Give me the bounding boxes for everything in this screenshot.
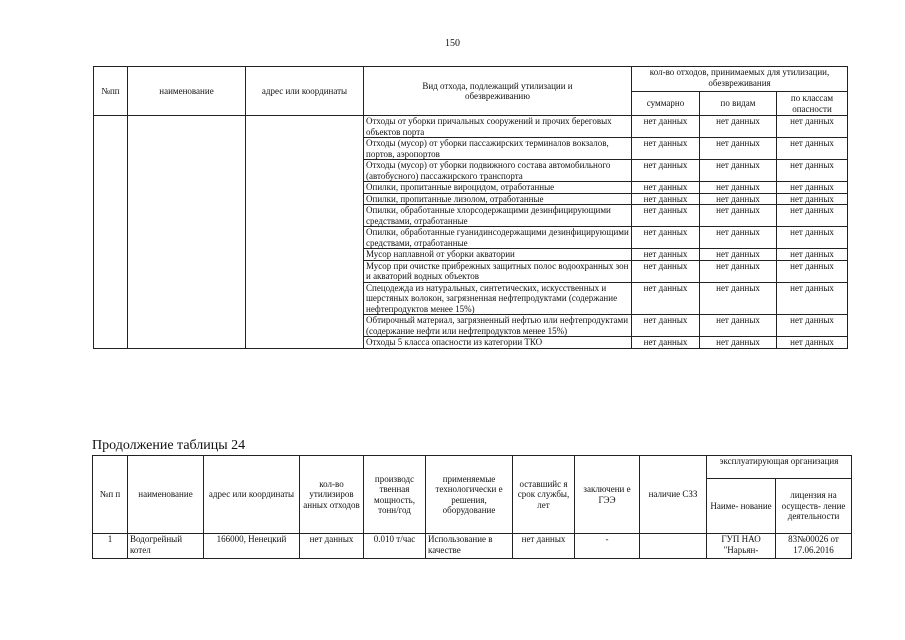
waste-table bbox=[93, 66, 848, 349]
total-cell: нет данных bbox=[632, 205, 700, 227]
table-row bbox=[94, 116, 848, 138]
by-type-cell: нет данных bbox=[700, 138, 777, 160]
header-name: наименование bbox=[128, 456, 204, 534]
service-life-cell: нет данных bbox=[513, 534, 575, 559]
waste-cell: Обтирочный материал, загрязненный нефтью или нефтепродуктами (содержание нефти или нефтепродуктов менее 15%) bbox=[364, 315, 632, 337]
header-license: лицензия на осуществ- ление деятельности bbox=[776, 479, 852, 534]
by-class-cell: нет данных bbox=[777, 249, 848, 261]
total-cell: нет данных bbox=[632, 160, 700, 182]
by-class-cell: нет данных bbox=[777, 182, 848, 194]
waste-cell: Спецодежда из натуральных, синтетических, искусственных и шерстяных волокон, загрязненная нефтепродуктами (содержание нефтепродуктов менее 15%) bbox=[364, 282, 632, 315]
technology-cell: Использование в качестве bbox=[426, 534, 513, 559]
table-row bbox=[93, 534, 852, 559]
header-org-name: Наиме- нование bbox=[707, 479, 776, 534]
by-class-cell: нет данных bbox=[777, 227, 848, 249]
header-waste-type bbox=[364, 67, 632, 116]
by-type-cell: нет данных bbox=[700, 282, 777, 315]
total-cell: нет данных bbox=[632, 249, 700, 261]
capacity-cell: 0.010 т/час bbox=[364, 534, 426, 559]
by-type-cell: нет данных bbox=[700, 116, 777, 138]
total-cell: нет данных bbox=[632, 182, 700, 194]
by-class-cell: нет данных bbox=[777, 315, 848, 337]
header-quantity-group: кол-во отходов, принимаемых для утилизации, обезвреживания bbox=[632, 67, 848, 92]
waste-cell: Мусор при очистке прибрежных защитных полос водоохранных зон и акваторий водных объектов bbox=[364, 260, 632, 282]
waste-cell: Отходы (мусор) от уборки подвижного состава автомобильного (автобусного) пассажирского транспорта bbox=[364, 160, 632, 182]
header-num: №п п bbox=[93, 456, 128, 534]
header-num: №пп bbox=[94, 67, 128, 116]
by-type-cell: нет данных bbox=[700, 337, 777, 349]
by-class-cell: нет данных bbox=[777, 116, 848, 138]
by-type-cell: нет данных bbox=[700, 160, 777, 182]
by-class-cell: нет данных bbox=[777, 160, 848, 182]
total-cell: нет данных bbox=[632, 260, 700, 282]
header-by-class: по классам опасности bbox=[777, 92, 848, 116]
header-quantity: кол-во утилизиров анных отходов bbox=[300, 456, 364, 534]
header-by-type: по видам bbox=[700, 92, 777, 116]
header-total: суммарно bbox=[632, 92, 700, 116]
by-type-cell: нет данных bbox=[700, 260, 777, 282]
facility-table bbox=[92, 455, 852, 559]
header-name: наименование bbox=[128, 67, 246, 116]
total-cell: нет данных bbox=[632, 116, 700, 138]
by-class-cell: нет данных bbox=[777, 138, 848, 160]
by-class-cell: нет данных bbox=[777, 193, 848, 205]
total-cell: нет данных bbox=[632, 227, 700, 249]
header-waste-type-text: Вид отхода, подлежащий утилизации и обезвреживанию bbox=[422, 80, 573, 101]
waste-cell: Отходы от уборки причальных сооружений и прочих береговых объектов порта bbox=[364, 116, 632, 138]
waste-cell: Отходы 5 класса опасности из категории ТКО bbox=[364, 337, 632, 349]
page-number: 150 bbox=[445, 38, 460, 49]
header-capacity: производс твенная мощность, тонн/год bbox=[364, 456, 426, 534]
name-cell: Водогрейный котел bbox=[128, 534, 204, 559]
gee-cell: - bbox=[575, 534, 640, 559]
by-class-cell: нет данных bbox=[777, 282, 848, 315]
waste-cell: Опилки, пропитанные лизолом, отработанные bbox=[364, 193, 632, 205]
by-type-cell: нет данных bbox=[700, 205, 777, 227]
waste-cell: Опилки, пропитанные вироцидом, отработанные bbox=[364, 182, 632, 194]
total-cell: нет данных bbox=[632, 138, 700, 160]
header-technology: применяемые технологически е решения, оборудование bbox=[426, 456, 513, 534]
total-cell: нет данных bbox=[632, 337, 700, 349]
total-cell: нет данных bbox=[632, 315, 700, 337]
by-class-cell: нет данных bbox=[777, 260, 848, 282]
merged-num-cell bbox=[94, 116, 128, 349]
szz-cell bbox=[640, 534, 707, 559]
quantity-cell: нет данных bbox=[300, 534, 364, 559]
by-type-cell: нет данных bbox=[700, 193, 777, 205]
org-name-cell: ГУП НАО "Нарьян- bbox=[707, 534, 776, 559]
header-organization: эксплуатирующая организация bbox=[707, 456, 852, 479]
table-header-row bbox=[94, 67, 848, 92]
table-header-row bbox=[93, 456, 852, 479]
waste-cell: Опилки, обработанные гуанидинсодержащими дезинфицирующими средствами, отработанные bbox=[364, 227, 632, 249]
header-service-life: оставшийс я срок службы, лет bbox=[513, 456, 575, 534]
total-cell: нет данных bbox=[632, 282, 700, 315]
by-type-cell: нет данных bbox=[700, 315, 777, 337]
waste-cell: Опилки, обработанные хлорсодержащими дезинфицирующими средствами, отработанные bbox=[364, 205, 632, 227]
total-cell: нет данных bbox=[632, 193, 700, 205]
waste-cell: Отходы (мусор) от уборки пассажирских терминалов вокзалов, портов, аэропортов bbox=[364, 138, 632, 160]
by-class-cell: нет данных bbox=[777, 337, 848, 349]
merged-name-cell bbox=[128, 116, 246, 349]
header-address: адрес или координаты bbox=[204, 456, 300, 534]
by-type-cell: нет данных bbox=[700, 182, 777, 194]
by-class-cell: нет данных bbox=[777, 205, 848, 227]
license-cell: 83№00026 от 17.06.2016 bbox=[776, 534, 852, 559]
table-caption: Продолжение таблицы 24 bbox=[92, 438, 246, 453]
header-gee: заключени е ГЭЭ bbox=[575, 456, 640, 534]
waste-cell: Мусор наплавной от уборки акватории bbox=[364, 249, 632, 261]
header-address: адрес или координаты bbox=[246, 67, 364, 116]
by-type-cell: нет данных bbox=[700, 227, 777, 249]
by-type-cell: нет данных bbox=[700, 249, 777, 261]
header-szz: наличие СЗЗ bbox=[640, 456, 707, 534]
num-cell: 1 bbox=[93, 534, 128, 559]
merged-address-cell bbox=[246, 116, 364, 349]
address-cell: 166000, Ненецкий bbox=[204, 534, 300, 559]
